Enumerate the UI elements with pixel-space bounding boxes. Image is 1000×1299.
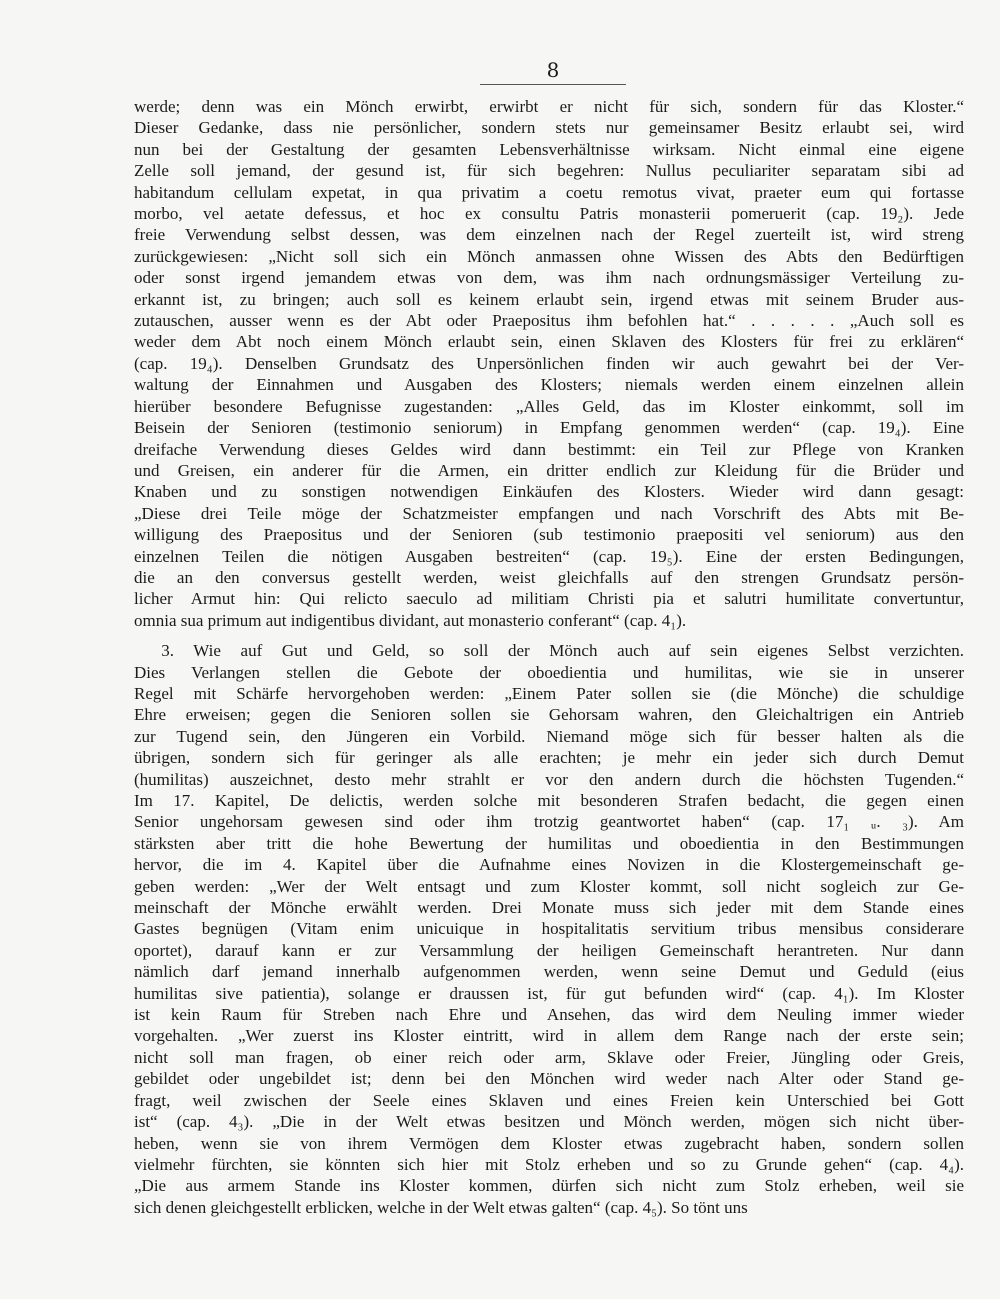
- text-line: (cap. 19₄). Denselben Grundsatz des Unpersönlichen finden wir auch gewahrt bei der Ver-: [134, 353, 964, 373]
- text-line: erkannt ist, zu bringen; auch soll es keinem erlaubt sein, irgend etwas mit seinem Bruder aus-: [134, 289, 964, 309]
- text-line: waltung der Einnahmen und Ausgaben des Klosters; niemals werden einem einzelnen allein: [134, 375, 964, 395]
- text-line: einzelnen Teilen die nötigen Ausgaben bestreiten“ (cap. 19₅). Eine der ersten Bedingungen,: [134, 546, 964, 566]
- text-line: zur Tugend sein, den Jüngeren ein Vorbild. Niemand möge sich für besser halten als die: [134, 726, 964, 746]
- text-line: licher Armut hin: Qui relicto saeculo ad militiam Christi pia et salutri humilitate convertuntur,: [134, 589, 964, 609]
- text-line: zurückgewiesen: „Nicht soll sich ein Mönch anmassen ohne Wissen des Abts den Bedürftigen: [134, 246, 964, 266]
- text-line: Gastes begnügen (Vitam enim unicuique in hospitalitatis servitium tribus mensibus considerare: [134, 919, 964, 939]
- text-line: ist“ (cap. 4₃). „Die in der Welt etwas besitzen und Mönch werden, mögen sich nicht über-: [134, 1112, 964, 1132]
- text-line: fragt, weil zwischen der Seele eines Sklaven und eines Freien kein Unterschied bei Gott: [134, 1090, 964, 1110]
- text-line: Dies Verlangen stellen die Gebote der oboedientia und humilitas, wie sie in unserer: [134, 662, 964, 682]
- text-line: gebildet oder ungebildet ist; denn bei den Mönchen wird weder nach Alter oder Stand ge-: [134, 1069, 964, 1089]
- page-number: 8: [546, 58, 560, 82]
- text-line: dreifache Verwendung dieses Geldes wird dann bestimmt: ein Teil zur Pflege von Kranken: [134, 439, 964, 459]
- body-text: [134, 96, 964, 1218]
- text-line: heben, wenn sie von ihrem Vermögen dem Kloster etwas zugebracht haben, sondern sollen: [134, 1133, 964, 1153]
- text-line: weder dem Abt noch einem Mönch erlaubt sein, einen Sklaven des Klosters für frei zu erklären“: [134, 332, 964, 352]
- paragraph: [134, 640, 964, 1218]
- text-line: nicht soll man fragen, ob einer reich oder arm, Sklave oder Freier, Jüngling oder Greis,: [134, 1047, 964, 1067]
- text-line: Beisein der Senioren (testimonio seniorum) in Empfang genommen werden“ (cap. 19₄). Eine: [134, 418, 964, 438]
- text-line: stärksten aber tritt die hohe Bewertung der humilitas und oboedientia in den Bestimmungen: [134, 833, 964, 853]
- text-line: sich denen gleichgestellt erblicken, welche in der Welt etwas galten“ (cap. 4₅). So tönt uns: [134, 1197, 748, 1217]
- text-line: übrigen, sondern sich für geringer als alle erachten; je mehr ein jeder sich durch Demut: [134, 748, 964, 768]
- text-line: geben werden: „Wer der Welt entsagt und zum Kloster kommt, soll nicht sogleich zur Ge-: [134, 876, 964, 896]
- text-line: Regel mit Schärfe hervorgehoben werden: „Einem Pater sollen sie (die Mönche) die schuldige: [134, 683, 964, 703]
- text-line: hierüber besondere Befugnisse zugestanden: „Alles Geld, das im Kloster einkommt, soll im: [134, 396, 964, 416]
- text-line: Im 17. Kapitel, De delictis, werden solche mit besonderen Strafen bedacht, die gegen einen: [134, 791, 964, 810]
- text-line: Zelle soll jemand, der gesund ist, für sich begehren: Nullus peculiariter separatam sibi ad: [134, 161, 964, 181]
- text-line: morbo, vel aetate defessus, et hoc ex consultu Patris monasterii pomeruerit (cap. 19₂). Jede: [134, 204, 964, 224]
- text-line: und Greisen, ein anderer für die Armen, ein dritter endlich zur Kleidung für die Brüder und: [134, 460, 964, 480]
- text-line: die an den conversus gestellt werden, weist gleichfalls auf den strengen Grundsatz persön-: [134, 567, 964, 587]
- text-line: Senior ungehorsam gewesen sind oder ihm trotzig geantwortet haben“ (cap. 17₁ ᵤ. ₃). Am: [134, 812, 964, 832]
- text-line: omnia sua primum aut indigentibus dividant, aut monasterio conferant“ (cap. 4₁).: [134, 610, 687, 630]
- paragraph: [134, 96, 964, 631]
- text-line: freie Verwendung selbst dessen, was dem einzelnen nach der Regel zuerteilt ist, wird streng: [134, 225, 964, 245]
- text-line: habitandum cellulam expetat, in qua privatim a coetu remotus vivat, praeter eum qui fortasse: [134, 182, 964, 202]
- text-line: nun bei der Gestaltung der gesamten Lebensverhältnisse wirksam. Nicht einmal eine eigene: [134, 139, 964, 159]
- header-rule: [480, 84, 626, 85]
- text-line: „Diese drei Teile möge der Schatzmeister empfangen und nach Vorschrift des Abts mit Be-: [134, 503, 964, 523]
- text-line: vielmehr fürchten, sie könnten sich hier mit Stolz erheben und so zu Grunde gehen“ (cap. 4₄).: [134, 1154, 964, 1174]
- text-line: 3. Wie auf Gut und Geld, so soll der Mönch auch auf sein eigenes Selbst verzichten.: [161, 641, 964, 661]
- text-line: Dieser Gedanke, dass nie persönlicher, sondern stets nur gemeinsamer Besitz erlaubt sei, wird: [134, 118, 964, 138]
- text-line: vorgehalten. „Wer zuerst ins Kloster eintritt, wird in allem dem Range nach der erste sein;: [134, 1026, 964, 1046]
- text-line: Knaben und zu sonstigen notwendigen Einkäufen des Klosters. Wieder wird dann gesagt:: [134, 482, 964, 502]
- text-line: oder sonst irgend jemandem etwas von dem, was ihm nach ordnungsmässiger Verteilung zu-: [134, 268, 964, 288]
- text-line: zutauschen, ausser wenn es der Abt oder Praepositus ihm befohlen hat.“ . . . . . „Auch soll es: [134, 311, 964, 331]
- text-line: ist kein Raum für Streben nach Ehre und Ansehen, das wird dem Neuling immer wieder: [134, 1005, 964, 1025]
- text-line: Ehre erweisen; gegen die Senioren sollen sie Gehorsam wahren, den Gleichaltrigen ein Antrieb: [134, 705, 964, 725]
- text-line: humilitas sive patientia), solange er draussen ist, für gut befunden wird“ (cap. 4₁). Im Kloster: [134, 983, 964, 1003]
- text-line: oportet), darauf kann er zur Versammlung der heiligen Gemeinschaft herantreten. Nur dann: [134, 940, 964, 960]
- text-line: hervor, die im 4. Kapitel über die Aufnahme eines Novizen in die Klostergemeinschaft ge-: [134, 855, 964, 875]
- text-line: „Die aus armem Stande ins Kloster kommen, dürfen sich nicht zum Stolz erheben, weil sie: [134, 1176, 964, 1196]
- text-line: (humilitas) auszeichnet, desto mehr strahlt er vor den andern durch die höchsten Tugenden.“: [134, 769, 964, 789]
- paragraph-spacer: [134, 631, 964, 640]
- text-line: werde; denn was ein Mönch erwirbt, erwirbt er nicht für sich, sondern für das Kloster.“: [134, 97, 964, 116]
- text-line: nämlich darf jemand innerhalb aufgenommen werden, wenn seine Demut und Geduld (eius: [134, 962, 964, 982]
- text-line: willigung des Praepositus und der Senioren (sub testimonio praepositi vel seniorum) aus den: [134, 525, 964, 545]
- text-line: meinschaft der Mönche erwählt werden. Drei Monate muss sich jeder mit dem Stande eines: [134, 898, 964, 918]
